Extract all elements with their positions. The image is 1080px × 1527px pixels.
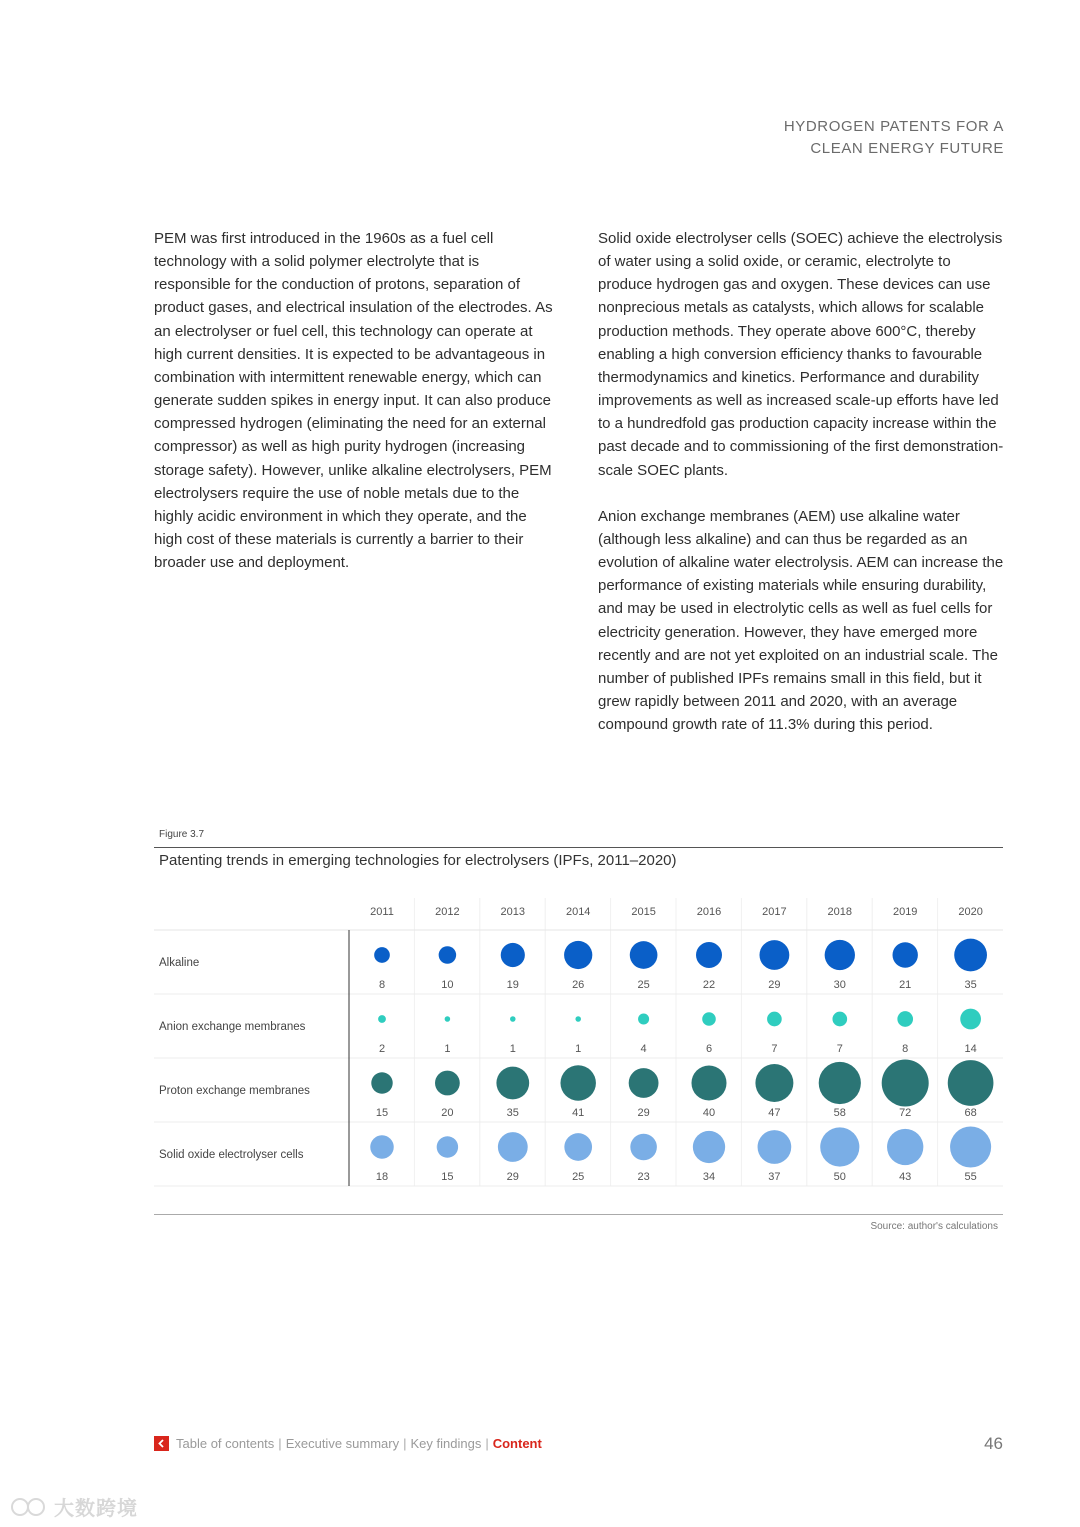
bubble (755, 1064, 793, 1102)
value-label: 29 (637, 1107, 650, 1119)
watermark (8, 1492, 138, 1521)
running-header-line-2: CLEAN ENERGY FUTURE (810, 140, 1004, 157)
bubble (510, 1016, 516, 1022)
nav-link-key-findings[interactable]: Key findings (410, 1436, 482, 1451)
bubble (693, 1131, 725, 1163)
value-label: 68 (964, 1107, 977, 1119)
value-label: 7 (836, 1043, 843, 1055)
row-label: Alkaline (159, 957, 200, 969)
watermark-text: 大数跨境 (54, 1498, 138, 1520)
value-label: 25 (637, 979, 650, 991)
paragraph-soec: Solid oxide electrolyser cells (SOEC) achieve the electrolysis of water using a solid oxide, or ceramic, electrolyte to produce hydrogen gas and oxygen. These devices can use nonprecious metals as catalysts, which allows for scalable production methods. They operate above 600°C, thereby enabling a high conversion efficiency thanks to favourable thermodynamics and kinetics. Performance and durability improvements as well as increased scale-up efforts have led to a hundredfold gas production capacity increase within the past decade and to commissioning of the first demonstration-scale SOEC plants. (598, 230, 1004, 479)
bubble (954, 939, 987, 972)
year-label: 2020 (958, 906, 983, 918)
bubble (882, 1060, 929, 1107)
body-column-left (154, 227, 556, 597)
figure-title: Patenting trends in emerging technologies for electrolysers (IPFs, 2011–2020) (159, 852, 677, 869)
value-label: 20 (441, 1107, 454, 1119)
value-label: 21 (899, 979, 912, 991)
value-label: 15 (441, 1171, 454, 1183)
year-label: 2011 (370, 906, 394, 918)
nav-link-content[interactable]: Content (492, 1436, 542, 1451)
bubble (950, 1126, 991, 1167)
year-label: 2016 (696, 906, 722, 918)
bubble (501, 943, 525, 967)
value-label: 30 (833, 979, 846, 991)
value-label: 1 (575, 1043, 582, 1055)
bubble (630, 1134, 657, 1161)
figure-top-rule (154, 847, 1003, 848)
year-label: 2012 (435, 906, 460, 918)
value-label: 29 (506, 1171, 519, 1183)
bubble (560, 1065, 595, 1100)
value-label: 25 (572, 1171, 585, 1183)
bubble (378, 1015, 386, 1023)
value-label: 18 (375, 1171, 389, 1183)
value-label: 72 (899, 1107, 912, 1119)
page-number: 46 (984, 1434, 1003, 1453)
year-label: 2019 (892, 906, 918, 918)
running-header (584, 116, 1004, 160)
value-label: 8 (378, 979, 386, 991)
figure-source: Source: author's calculations (870, 1221, 998, 1232)
bubble-chart (0, 880, 1080, 1200)
figure-label: Figure 3.7 (159, 829, 205, 840)
bubble (696, 942, 722, 968)
value-label: 35 (506, 1107, 519, 1119)
bubble (893, 942, 918, 967)
nav-link-executive-summary[interactable]: Executive summary (285, 1436, 400, 1451)
bubble (575, 1016, 581, 1022)
figure-bottom-rule (154, 1214, 1003, 1215)
bubble (759, 940, 789, 970)
bubble (638, 1013, 649, 1024)
bubble (820, 1127, 859, 1166)
year-label: 2013 (500, 906, 526, 918)
bubble (496, 1067, 529, 1100)
bubble (435, 1071, 460, 1096)
value-label: 40 (702, 1107, 716, 1119)
value-label: 22 (702, 979, 716, 991)
value-label: 34 (702, 1171, 716, 1183)
value-label: 37 (768, 1171, 781, 1183)
bubble (897, 1011, 913, 1027)
row-label: Solid oxide electrolyser cells (159, 1149, 304, 1161)
bubble (370, 1135, 394, 1159)
row-label: Anion exchange membranes (159, 1021, 306, 1033)
value-label: 43 (899, 1171, 912, 1183)
bubble (445, 1016, 451, 1022)
value-label: 8 (902, 1043, 909, 1055)
value-label: 41 (572, 1107, 585, 1119)
bubble (948, 1060, 994, 1106)
value-label: 4 (640, 1043, 647, 1055)
bubble (832, 1012, 847, 1027)
bubble (691, 1065, 726, 1100)
value-label: 10 (441, 979, 454, 991)
value-label: 1 (509, 1043, 516, 1055)
year-label: 2018 (827, 906, 853, 918)
bubble (819, 1062, 861, 1104)
value-label: 35 (964, 979, 977, 991)
bubble (702, 1012, 716, 1026)
footer-navigation (154, 1436, 542, 1451)
row-label: Proton exchange membranes (159, 1085, 310, 1097)
bubble (960, 1009, 981, 1030)
bubble (564, 1133, 592, 1161)
bubble (758, 1130, 792, 1164)
value-label: 1 (444, 1043, 451, 1055)
value-label: 26 (572, 979, 585, 991)
year-label: 2017 (762, 906, 787, 918)
nav-separator: | (403, 1436, 407, 1451)
paragraph-aem: Anion exchange membranes (AEM) use alkaline water (although less alkaline) and can thus be regarded as an evolution of alkaline water electrolysis. AEM can increase the performance of existing materials while ensuring durability, and may be used in electrolytic cells as well as fuel cells for electricity generation. However, they have emerged more recently and are not yet exploited on an industrial scale. The number of published IPFs remains small in this field, but it grew rapidly between 2011 and 2020, with an average compound growth rate of 11.3% during this period. (598, 507, 1004, 734)
bubble (439, 946, 457, 964)
year-label: 2014 (565, 906, 591, 918)
bubble (498, 1132, 528, 1162)
bubble (437, 1136, 458, 1157)
value-label: 15 (375, 1107, 389, 1119)
bubble (564, 941, 592, 969)
bubble (887, 1129, 923, 1165)
value-label: 23 (637, 1171, 650, 1183)
bubble (825, 940, 855, 970)
value-label: 2 (378, 1043, 386, 1055)
paragraph-pem: PEM was first introduced in the 1960s as a fuel cell technology with a solid polymer electrolyte that is responsible for the conduction of protons, separation of product gases, and electrical insulation of the electrodes. As an electrolyser or fuel cell, this technology can operate at high current densities. It is expected to be advantageous in combination with intermittent renewable energy, which can generate sudden spikes in energy input. It can also produce compressed hydrogen (eliminating the need for an external compressor) as well as high purity hydrogen (increasing storage safety). However, unlike alkaline electrolysers, PEM electrolysers require the use of noble metals due to the highly acidic environment in which they operate, and the high cost of these materials is currently a barrier to their broader use and deployment. (154, 230, 553, 572)
running-header-line-1: HYDROGEN PATENTS FOR A (783, 118, 1004, 135)
value-label: 58 (833, 1107, 846, 1119)
bubble (374, 947, 390, 963)
watermark-logo-icon (8, 1496, 50, 1518)
value-label: 29 (768, 979, 781, 991)
back-arrow-icon[interactable] (154, 1436, 169, 1451)
bubble (371, 1072, 392, 1093)
value-label: 47 (768, 1107, 781, 1119)
nav-separator: | (485, 1436, 489, 1451)
body-column-right (598, 227, 1004, 759)
value-label: 7 (771, 1043, 778, 1055)
value-label: 14 (964, 1043, 977, 1055)
value-label: 6 (705, 1043, 713, 1055)
bubble (767, 1012, 782, 1027)
year-label: 2015 (631, 906, 656, 918)
value-label: 55 (964, 1171, 977, 1183)
nav-link-table-of-contents[interactable]: Table of contents (176, 1436, 275, 1451)
value-label: 19 (506, 979, 519, 991)
value-label: 50 (833, 1171, 846, 1183)
bubble (630, 941, 658, 969)
bubble (629, 1068, 659, 1098)
nav-separator: | (278, 1436, 282, 1451)
